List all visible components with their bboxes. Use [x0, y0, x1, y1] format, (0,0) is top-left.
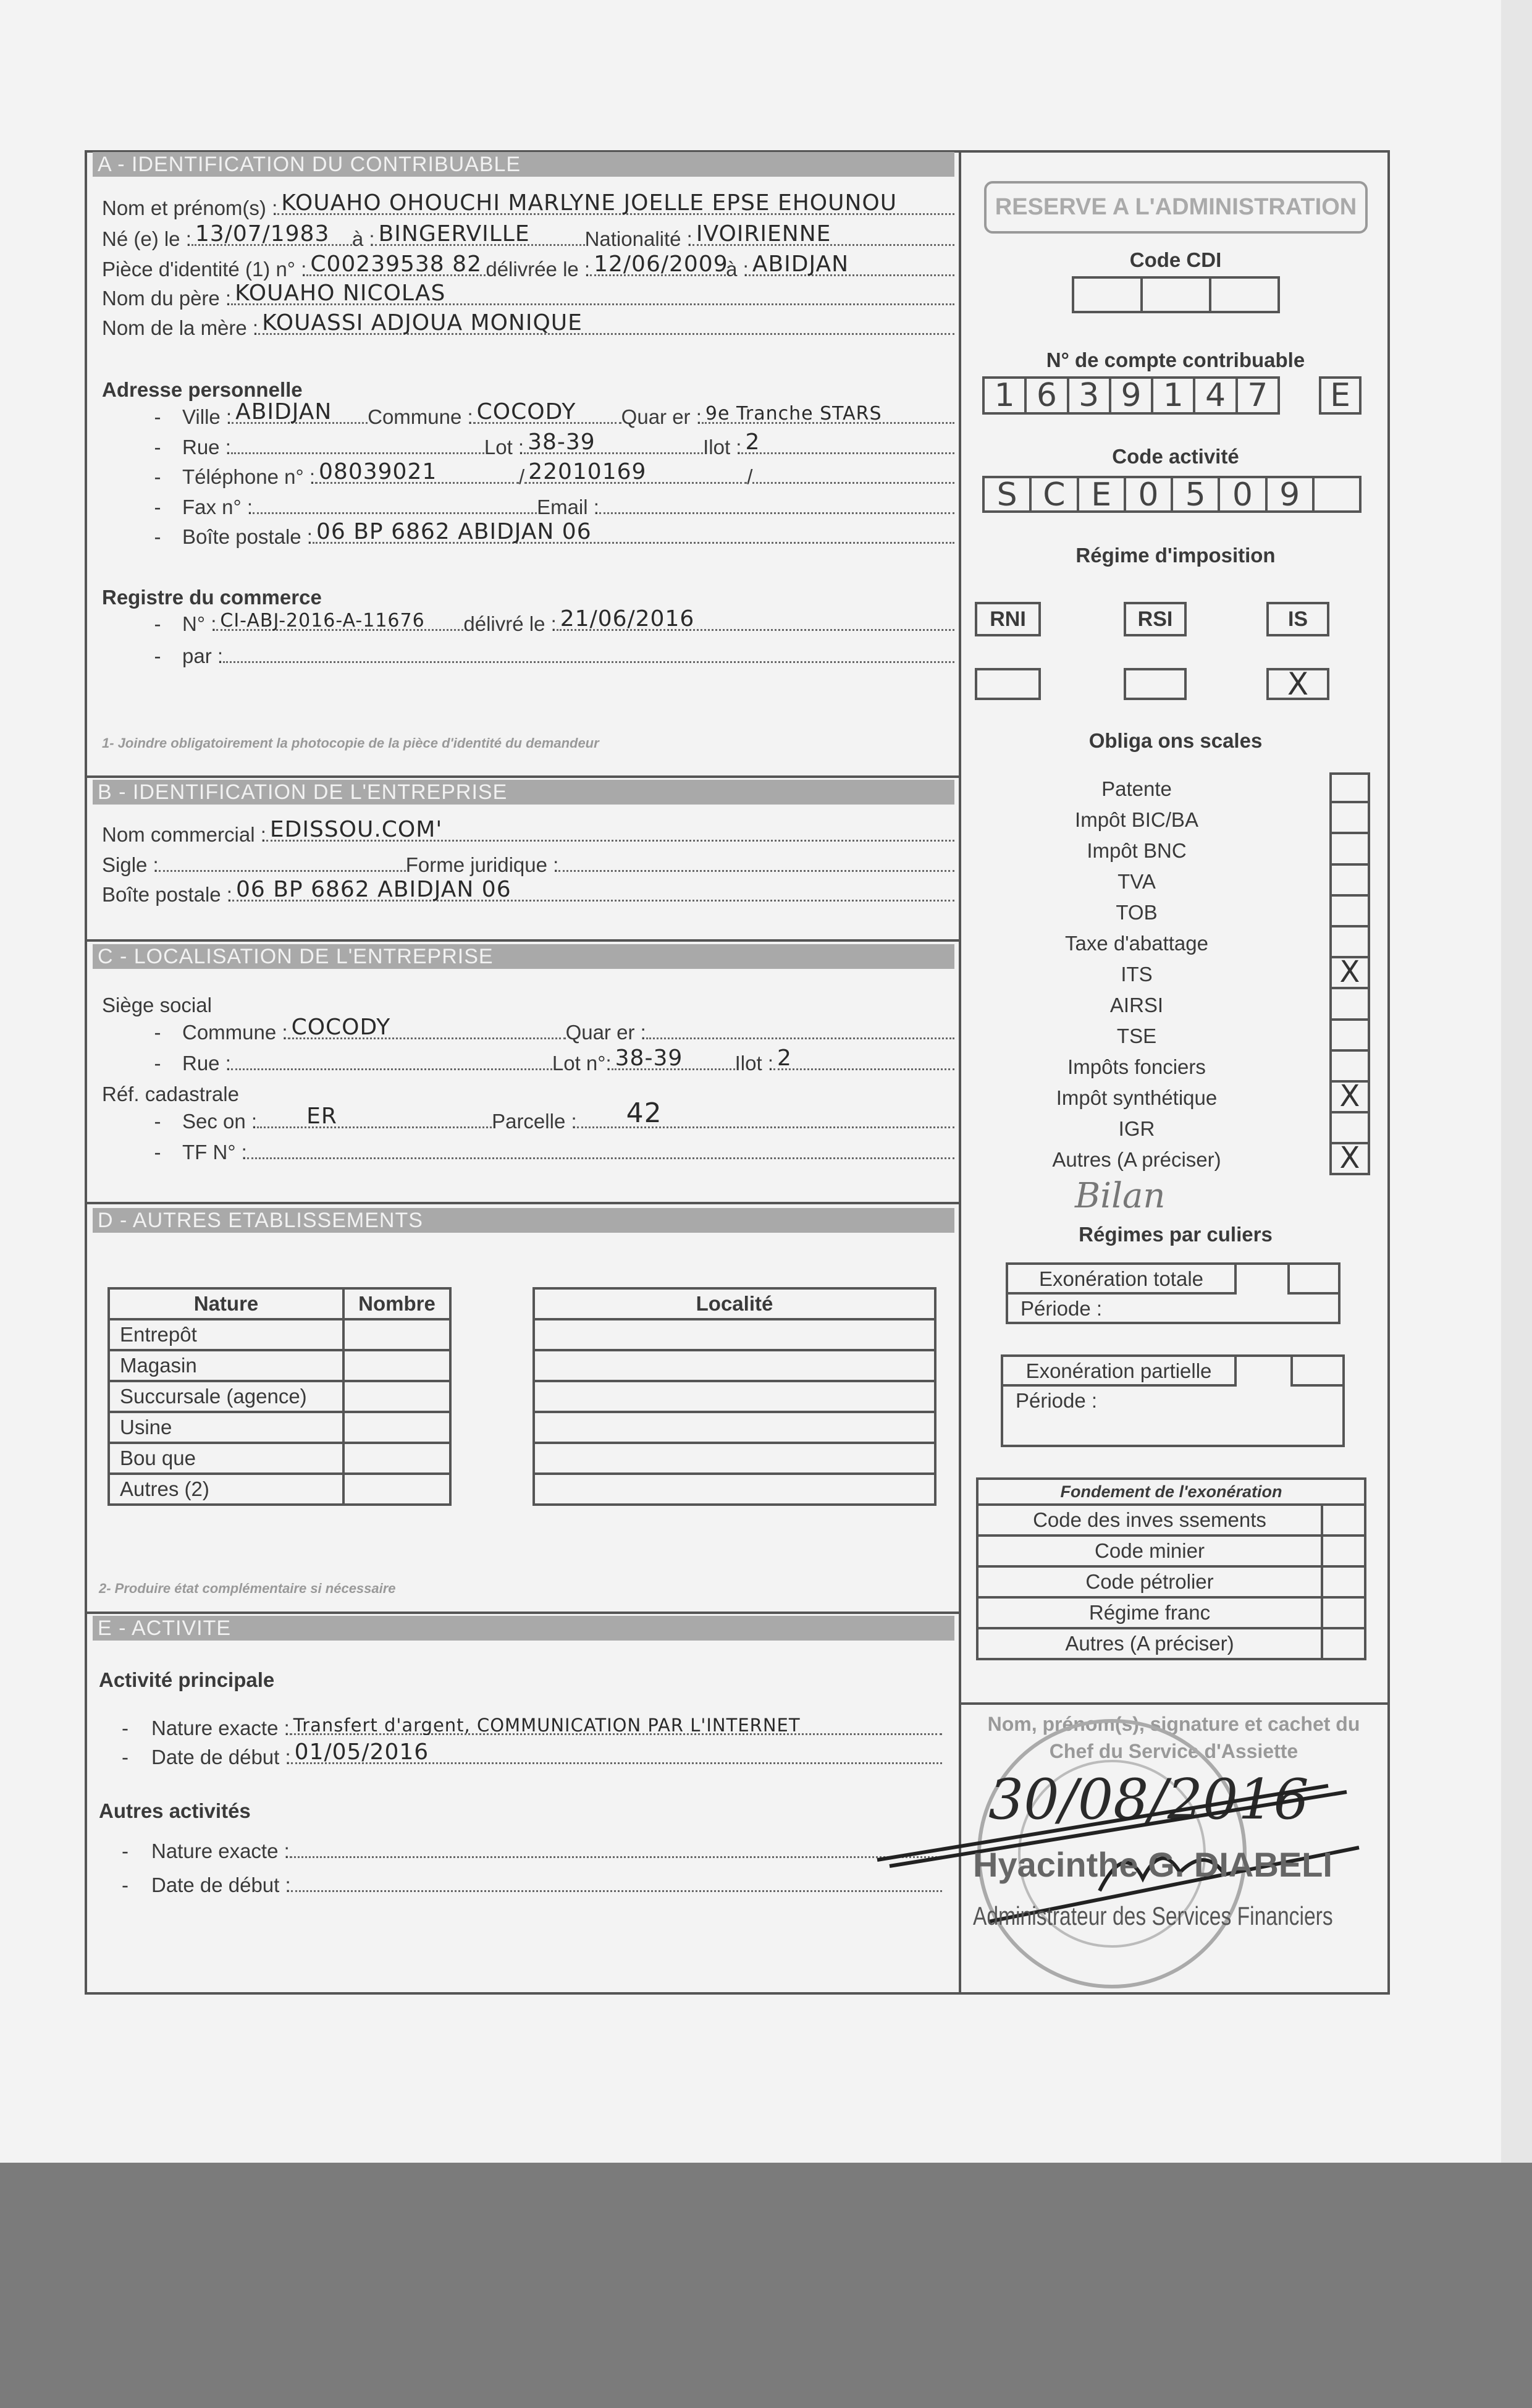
obligation-label: Impôt synthétique: [1056, 1086, 1218, 1109]
label: délivrée le :: [486, 258, 591, 281]
exo-totale-box: [1006, 1262, 1340, 1324]
table-row: [109, 1381, 450, 1412]
bp-field[interactable]: - Boîte postale : 06 BP 6862 ABIDJAN 06: [133, 525, 954, 549]
ne-value: 13/07/1983: [195, 221, 330, 247]
page-edge: [1501, 0, 1532, 2163]
label: Nature exacte :: [151, 1840, 290, 1862]
obligation-label: Taxe d'abattage: [1065, 932, 1208, 955]
obligations-title: Obliga ons scales: [1088, 729, 1263, 752]
ilot-value: 2: [777, 1046, 792, 1071]
obligation-checkbox[interactable]: [1329, 927, 1370, 958]
nom-value: KOUAHO OHOUCHI MARLYNE JOELLE EPSE EHOUNOU: [281, 190, 898, 216]
localite-table: [532, 1287, 936, 1506]
obligation-checkbox[interactable]: [1329, 1052, 1370, 1083]
obligation-checkbox[interactable]: [1329, 1021, 1370, 1052]
pere-field[interactable]: [102, 281, 954, 310]
row-label: Entrepôt: [109, 1319, 343, 1350]
label: Pièce d'identité (1) n° :: [102, 258, 307, 281]
fondement-checkbox[interactable]: [1322, 1536, 1365, 1566]
pere-value: KOUAHO NICOLAS: [235, 281, 446, 306]
naissance-field[interactable]: [102, 221, 954, 251]
tel-value-2: 22010169: [528, 459, 647, 484]
mere-value: KOUASSI ADJOUA MONIQUE: [262, 310, 583, 336]
section-c-header: C - LOCALISATION DE L'ENTREPRISE: [93, 944, 954, 969]
fondement-label: Autres (A préciser): [977, 1628, 1322, 1659]
parcelle-value: 42: [626, 1097, 662, 1129]
code-activite-boxes[interactable]: [982, 476, 1362, 513]
compte-boxes[interactable]: [982, 376, 1280, 415]
label: Nom et prénom(s) :: [102, 196, 278, 219]
obligation-label: TVA: [1117, 870, 1156, 893]
label: à :: [726, 258, 749, 281]
delivree-value: 12/06/2009: [594, 251, 728, 277]
label: Forme juridique :: [405, 853, 559, 876]
col-localite: Localité: [534, 1288, 935, 1319]
activite-cell: 0: [1220, 478, 1267, 510]
obligation-checkbox[interactable]: [1329, 803, 1370, 834]
obligation-checkbox[interactable]: [1329, 897, 1370, 927]
compte-cell: 6: [1027, 379, 1069, 412]
ville-field[interactable]: - Ville : ABIDJAN Commune : COCODY Quar er : 9e Tranche STARS: [133, 405, 954, 429]
table-row: [109, 1350, 450, 1381]
activite-principale-title: Activité principale: [99, 1668, 275, 1691]
ilot-value: 2: [745, 429, 760, 455]
obligation-label: Autres (A préciser): [1052, 1148, 1221, 1171]
localite-cell[interactable]: [534, 1319, 935, 1350]
obligation-label: Impôts fonciers: [1067, 1055, 1206, 1078]
fondement-checkbox[interactable]: [1322, 1628, 1365, 1659]
compte-label: N° de compte contribuable: [1046, 349, 1305, 371]
obligation-label: IGR: [1118, 1117, 1155, 1140]
label: N° :: [182, 612, 217, 635]
obligation-label: Patente: [1101, 777, 1172, 800]
nature-field[interactable]: - Nature exacte : Transfert d'argent, COMMUNICATION PAR L'INTERNET: [99, 1717, 942, 1740]
compte-key-box[interactable]: [1319, 376, 1362, 415]
nombre-cell[interactable]: [343, 1443, 450, 1474]
row-label: Succursale (agence): [109, 1381, 343, 1412]
lot-value: 38-39: [615, 1046, 683, 1071]
activite-cell: 9: [1268, 478, 1315, 510]
rc-value: CI-ABJ-2016-A-11676: [220, 610, 425, 632]
sigle-field[interactable]: [102, 853, 954, 877]
label: Nature exacte :: [151, 1717, 290, 1739]
obligation-checkbox[interactable]: X: [1329, 1144, 1370, 1175]
nature-value: Transfert d'argent, COMMUNICATION PAR L'INTERNET: [293, 1715, 801, 1736]
piece-value: C00239538 82: [310, 251, 482, 277]
table-row: [977, 1597, 1365, 1628]
label: Rue :: [182, 436, 231, 458]
code-cdi-boxes[interactable]: [1072, 276, 1280, 313]
exo-partielle-periode: Période :: [1016, 1389, 1098, 1412]
label: Ilot :: [703, 436, 742, 458]
nombre-cell[interactable]: [343, 1319, 450, 1350]
obligation-label: ITS: [1121, 963, 1153, 986]
etablissements-table: [107, 1287, 452, 1506]
regime-rsi-checkbox[interactable]: [1124, 668, 1187, 700]
cadastre-title: Réf. cadastrale: [102, 1083, 239, 1105]
rue-field[interactable]: - Rue : Lot : 38-39 Ilot : 2: [133, 436, 954, 459]
column-divider: [959, 150, 961, 1995]
section-value: ER: [306, 1104, 337, 1129]
compte-cell: 1: [985, 379, 1027, 412]
label: Quar er :: [565, 1021, 646, 1044]
label: Date de début :: [151, 1874, 291, 1896]
telephone-field[interactable]: - Téléphone n° : 08039021 / 22010169 /: [133, 465, 954, 489]
table-row: [109, 1443, 450, 1474]
signatory-title: Administrateur des Services Financiers: [973, 1901, 1333, 1930]
obligations-list: [988, 774, 1285, 1175]
divider: [85, 1612, 959, 1614]
lieu-value: BINGERVILLE: [378, 221, 530, 247]
nombre-cell[interactable]: [343, 1350, 450, 1381]
activite-cell: E: [1079, 478, 1126, 510]
nombre-cell[interactable]: [343, 1381, 450, 1412]
table-row: [977, 1505, 1365, 1536]
adresse-title: Adresse personnelle: [102, 378, 303, 401]
divider: [85, 775, 959, 778]
commune-field[interactable]: - Commune : COCODY Quar er :: [133, 1021, 954, 1044]
label: Lot :: [484, 436, 524, 458]
regime-is-checkbox[interactable]: X: [1266, 668, 1329, 700]
section-d-header: D - AUTRES ETABLISSEMENTS: [93, 1208, 954, 1233]
label: Commune :: [368, 405, 473, 428]
regime-rsi-label: RSI: [1124, 602, 1187, 636]
obligation-checkbox[interactable]: [1329, 989, 1370, 1020]
compte-cell: 4: [1195, 379, 1237, 412]
label: Boîte postale :: [182, 525, 313, 548]
label: Téléphone n° :: [182, 465, 316, 488]
obligation-checkbox[interactable]: [1329, 866, 1370, 897]
regime-rni-label: RNI: [975, 602, 1041, 636]
cdi-cell[interactable]: [1074, 279, 1143, 311]
label: Lot n°:: [552, 1052, 612, 1075]
label: Parcelle :: [492, 1110, 577, 1133]
label: TF N° :: [182, 1141, 247, 1164]
nombre-cell[interactable]: [343, 1412, 450, 1443]
localite-cell[interactable]: [534, 1350, 935, 1381]
rc-delivre-value: 21/06/2016: [560, 606, 695, 632]
table-row: [109, 1319, 450, 1350]
nom-field[interactable]: [102, 190, 954, 220]
compte-cell: 3: [1069, 379, 1111, 412]
table-row: [977, 1628, 1365, 1659]
date-debut-field[interactable]: - Date de début : 01/05/2016: [99, 1746, 942, 1769]
activite-cell: 0: [1126, 478, 1173, 510]
rc-field[interactable]: - N° : CI-ABJ-2016-A-11676 délivré le : 21/06/2016: [133, 612, 954, 636]
col-nombre: Nombre: [343, 1288, 450, 1319]
label: Ville :: [182, 405, 232, 428]
section-e-header: E - ACTIVITE: [93, 1616, 954, 1641]
siege-title: Siège social: [102, 994, 212, 1016]
commune-value: COCODY: [291, 1015, 391, 1040]
fondement-table: [976, 1477, 1366, 1660]
section-a-header: A - IDENTIFICATION DU CONTRIBUABLE: [93, 152, 954, 177]
section-b-header: B - IDENTIFICATION DE L'ENTREPRISE: [93, 780, 954, 805]
label: Né (e) le :: [102, 227, 192, 250]
fondement-label: Régime franc: [977, 1597, 1322, 1628]
delivree-a-value: ABIDJAN: [752, 251, 849, 277]
label: Fax n° :: [182, 496, 253, 518]
table-row: [977, 1536, 1365, 1566]
cdi-cell[interactable]: [1211, 279, 1277, 311]
code-cdi-label: Code CDI: [1129, 248, 1222, 271]
obligation-label: Impôt BIC/BA: [1075, 808, 1198, 831]
activite-cell: 5: [1173, 478, 1220, 510]
activite-cell: S: [985, 478, 1032, 510]
obligation-checkbox[interactable]: X: [1329, 1083, 1370, 1113]
reserve-admin-banner: RESERVE A L'ADMINISTRATION: [984, 181, 1368, 234]
regime-is-label: IS: [1266, 602, 1329, 636]
autres-activites-title: Autres activités: [99, 1799, 251, 1822]
footnote-2: 2- Produire état complémentaire si nécessaire: [99, 1581, 396, 1596]
obligation-checkbox[interactable]: [1329, 1113, 1370, 1144]
label: par :: [182, 644, 224, 667]
fondement-label: Code des inves ssements: [977, 1505, 1322, 1536]
label: Boîte postale :: [102, 883, 232, 906]
section-parcelle-field[interactable]: - Sec on : ER Parcelle : 42: [133, 1110, 954, 1133]
localite-cell[interactable]: [534, 1443, 935, 1474]
fondement-title: Fondement de l'exonération: [977, 1479, 1365, 1505]
table-row: [109, 1474, 450, 1505]
compte-cell: 1: [1153, 379, 1195, 412]
label: à :: [351, 227, 375, 250]
obligation-checkbox[interactable]: [1329, 772, 1370, 803]
activite-cell: [1315, 478, 1359, 510]
compte-cell: 9: [1111, 379, 1153, 412]
obligations-checkboxes: [1329, 772, 1370, 1175]
par-field[interactable]: - par :: [133, 644, 954, 668]
signature-caption: Nom, prénom(s), signature et cachet du Chef du Service d'Assiette: [987, 1713, 1360, 1762]
obligation-label: TSE: [1116, 1024, 1157, 1047]
label: Quar er :: [621, 405, 702, 428]
exo-totale-label: Exonération totale: [1008, 1265, 1237, 1295]
fax-email-field[interactable]: - Fax n° : Email :: [133, 496, 954, 519]
obligation-checkbox[interactable]: X: [1329, 958, 1370, 989]
signature-date: 30/08/2016: [988, 1767, 1309, 1832]
fondement-label: Code pétrolier: [977, 1566, 1322, 1597]
signatory-name: Hyacinthe G. DIABELI: [973, 1845, 1332, 1884]
label: Nationalité :: [584, 227, 692, 250]
fondement-label: Code minier: [977, 1536, 1322, 1566]
label: Ilot :: [734, 1052, 773, 1075]
fondement-checkbox[interactable]: [1322, 1597, 1365, 1628]
label: Nom du père :: [102, 287, 232, 310]
exo-partielle-box: [1001, 1354, 1345, 1447]
obligation-label: TOB: [1116, 901, 1158, 924]
col-nature: Nature: [109, 1288, 343, 1319]
autres-handwritten: Bilan: [1075, 1176, 1166, 1216]
label: Email :: [537, 496, 599, 518]
activite-cell: C: [1032, 478, 1079, 510]
cdi-cell[interactable]: [1143, 279, 1211, 311]
bp-value: 06 BP 6862 ABIDJAN 06: [316, 519, 592, 544]
label: Sec on :: [182, 1110, 258, 1133]
label: délivré le :: [463, 612, 557, 635]
nationalite-value: IVOIRIENNE: [696, 221, 831, 247]
label: Commune :: [182, 1021, 288, 1044]
exo-totale-checkbox[interactable]: [1287, 1265, 1338, 1295]
row-label: Usine: [109, 1412, 343, 1443]
divider: [85, 1202, 959, 1204]
regime-label: Régime d'imposition: [1075, 544, 1276, 567]
code-activite-label: Code activité: [1112, 445, 1239, 468]
label: Nom commercial :: [102, 823, 266, 846]
rue-lot-field[interactable]: - Rue : Lot n°: 38-39 Ilot : 2: [133, 1052, 954, 1075]
fondement-checkbox[interactable]: [1322, 1505, 1365, 1536]
localite-cell[interactable]: [534, 1381, 935, 1412]
exo-partielle-checkbox[interactable]: [1290, 1357, 1342, 1387]
localite-cell[interactable]: [534, 1412, 935, 1443]
tf-field[interactable]: - TF N° :: [133, 1141, 954, 1164]
regimes-particuliers-title: Régimes par culiers: [1079, 1223, 1273, 1246]
row-label: Autres (2): [109, 1474, 343, 1505]
exo-totale-periode: Période :: [1021, 1297, 1103, 1320]
mere-field[interactable]: [102, 310, 954, 340]
date-value: 01/05/2016: [294, 1739, 429, 1765]
table-row: [977, 1566, 1365, 1597]
obligation-label: Impôt BNC: [1087, 839, 1187, 862]
table-row: [109, 1412, 450, 1443]
autres-date-field[interactable]: - Date de début :: [99, 1874, 942, 1897]
obligation-label: AIRSI: [1109, 994, 1164, 1016]
bp-entreprise-value: 06 BP 6862 ABIDJAN 06: [235, 877, 511, 902]
commune-value: COCODY: [476, 399, 576, 425]
nombre-cell[interactable]: [343, 1474, 450, 1505]
ville-value: ABIDJAN: [235, 399, 332, 425]
localite-cell[interactable]: [534, 1474, 935, 1505]
exo-partielle-label: Exonération partielle: [1003, 1357, 1237, 1387]
label: Rue :: [182, 1052, 231, 1075]
nom-commercial-value: EDISSOU.COM': [269, 817, 443, 842]
divider: [85, 939, 959, 942]
piece-field[interactable]: [102, 251, 954, 281]
regime-rni-checkbox[interactable]: [975, 668, 1041, 700]
autres-nature-field[interactable]: - Nature exacte :: [99, 1840, 942, 1863]
row-label: Magasin: [109, 1350, 343, 1381]
row-label: Bou que: [109, 1443, 343, 1474]
fondement-checkbox[interactable]: [1322, 1566, 1365, 1597]
nom-commercial-field[interactable]: [102, 817, 954, 847]
footnote-1: 1- Joindre obligatoirement la photocopie de la pièce d'identité du demandeur: [102, 735, 599, 751]
bp-entreprise-field[interactable]: [102, 877, 954, 906]
obligation-checkbox[interactable]: [1329, 834, 1370, 865]
label: Nom de la mère :: [102, 316, 259, 339]
quartier-value: 9e Tranche STARS: [705, 403, 882, 425]
lot-value: 38-39: [528, 429, 596, 455]
divider: [959, 1702, 1390, 1705]
label: Date de début :: [151, 1746, 291, 1768]
registre-title: Registre du commerce: [102, 586, 322, 609]
compte-key: E: [1330, 377, 1350, 414]
label: Sigle :: [102, 853, 159, 876]
compte-cell: 7: [1247, 377, 1268, 414]
tel-value-1: 08039021: [319, 459, 437, 484]
